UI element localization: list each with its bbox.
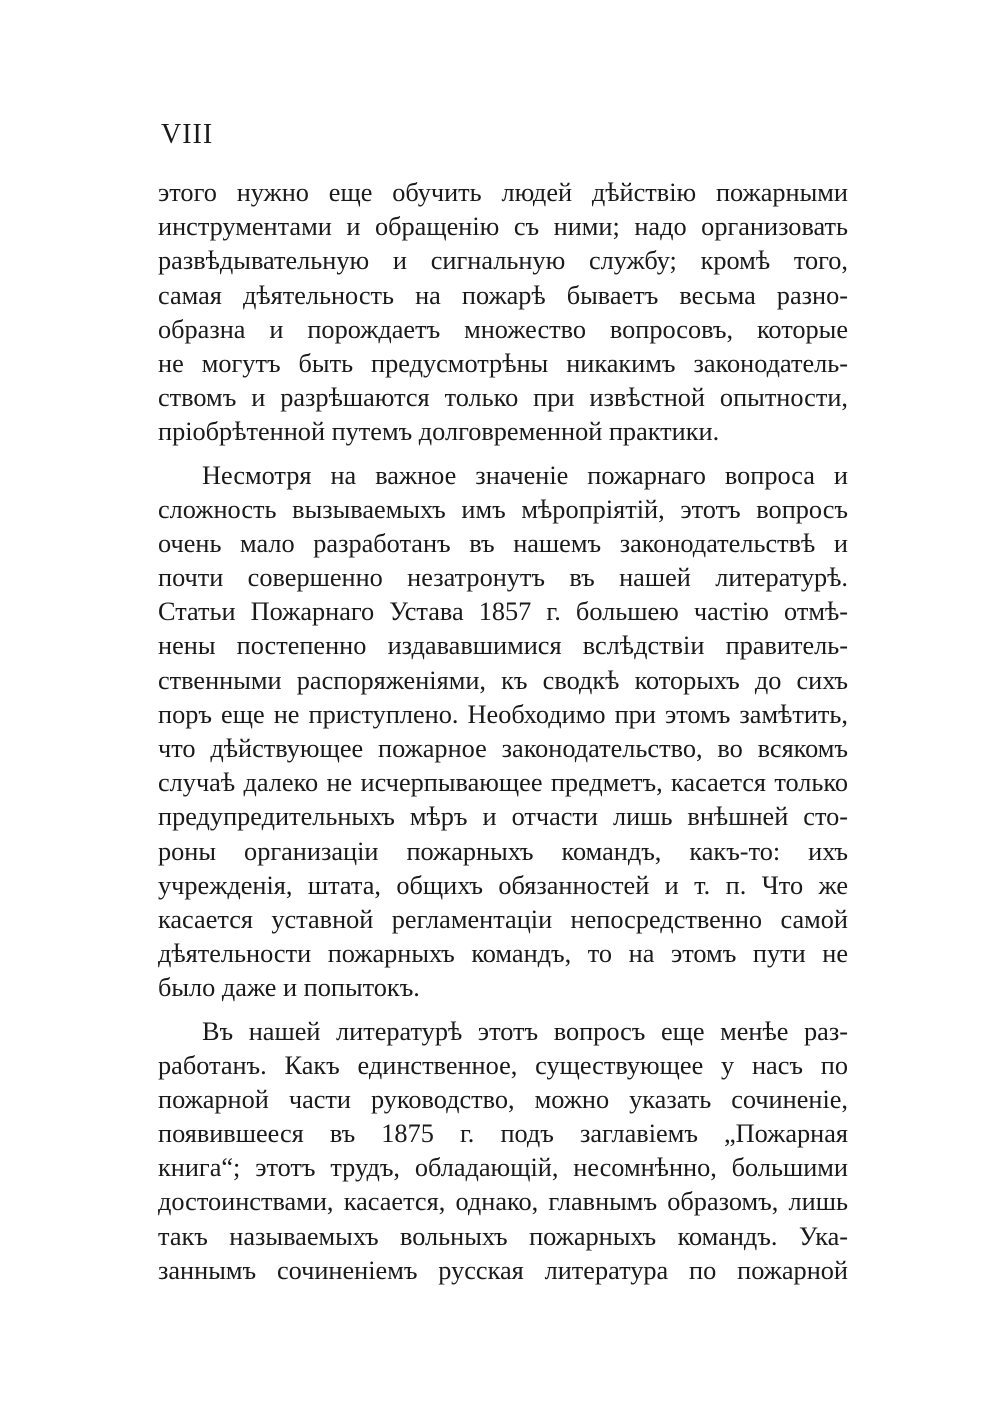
text-line: дѣятельности пожарныхъ командъ, то на этомъ пути не: [158, 939, 848, 969]
text-line: Въ нашей литературѣ этотъ вопросъ еще менѣе раз-: [202, 1016, 848, 1046]
text-line: касается уставной регламентаціи непосредственно самой: [158, 904, 848, 934]
text-line: сложность вызываемыхъ имъ мѣропріятій, этотъ вопросъ: [158, 494, 848, 524]
paragraph: [158, 176, 848, 450]
text-line: заннымъ сочиненіемъ русская литература по пожарной: [158, 1255, 848, 1285]
text-line: книга“; этотъ трудъ, обладающій, несомнѣнно, большими: [158, 1153, 848, 1183]
text-line: этого нужно еще обучить людей дѣйствію пожарными: [158, 178, 848, 207]
text-line: ствомъ и разрѣшаются только при извѣстной опытности,: [158, 383, 848, 413]
text-line: почти совершенно незатронутъ въ нашей литературѣ.: [158, 563, 848, 593]
text-line: пріобрѣтенной путемъ долговременной практики.: [158, 417, 720, 447]
text-line: поръ еще не приступлено. Необходимо при этомъ замѣтить,: [158, 699, 848, 729]
text-line: появившееся въ 1875 г. подъ заглавіемъ „Пожарная: [158, 1119, 848, 1149]
text-line: работанъ. Какъ единственное, существующее у насъ по: [158, 1050, 848, 1080]
text-line: достоинствами, касается, однако, главнымъ образомъ, лишь: [158, 1187, 848, 1217]
body-text: [158, 176, 848, 1288]
text-line: роны организаціи пожарныхъ командъ, какъ-то: ихъ: [158, 836, 848, 866]
text-line: инструментами и обращенію съ ними; надо организовать: [158, 212, 848, 242]
text-line: такъ называемыхъ вольныхъ пожарныхъ командъ. Ука-: [158, 1221, 848, 1251]
text-line: образна и порождаетъ множество вопросовъ, которые: [158, 314, 848, 344]
text-line: пожарной части руководство, можно указать сочиненіе,: [158, 1084, 848, 1114]
text-line: Статьи Пожарнаго Устава 1857 г. большею частію отмѣ-: [158, 597, 848, 627]
page-number: VIII: [161, 119, 214, 150]
text-line: ственными распоряженіями, къ сводкѣ которыхъ до сихъ: [158, 665, 848, 695]
text-line: предупредительныхъ мѣръ и отчасти лишь внѣшней сто-: [158, 802, 848, 832]
paragraph: [158, 1015, 848, 1289]
text-line: развѣдывательную и сигнальную службу; кромѣ того,: [158, 246, 848, 276]
text-line: было даже и попытокъ.: [158, 973, 420, 1003]
text-line: что дѣйствующее пожарное законодательство, во всякомъ: [158, 734, 848, 763]
text-line: Несмотря на важное значеніе пожарнаго вопроса и: [202, 460, 848, 490]
paragraph: [158, 459, 848, 1006]
text-line: самая дѣятельность на пожарѣ бываетъ весьма разно-: [158, 280, 848, 310]
text-line: очень мало разработанъ въ нашемъ законодательствѣ и: [158, 528, 848, 558]
text-line: нены постепенно издававшимися вслѣдствіи правитель-: [158, 631, 848, 661]
text-line: случаѣ далеко не исчерпывающее предметъ, касается только: [158, 768, 848, 798]
paragraph-gap: [158, 450, 848, 459]
paragraph-gap: [158, 1006, 848, 1015]
text-line: учрежденія, штата, общихъ обязанностей и т. п. Что же: [158, 870, 848, 900]
text-line: не могутъ быть предусмотрѣны никакимъ законодатель-: [158, 348, 848, 378]
